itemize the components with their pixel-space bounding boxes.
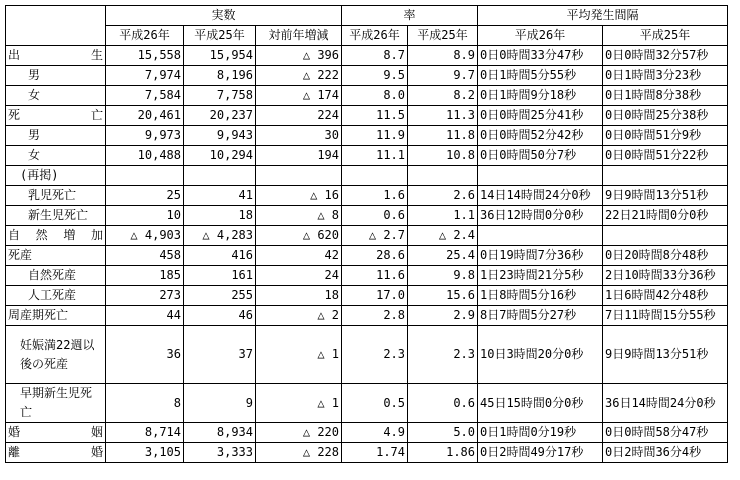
row-label: 周産期死亡 <box>6 306 106 326</box>
table-cell: 9.8 <box>408 266 478 286</box>
table-cell: 36 <box>106 326 184 384</box>
table-row <box>6 106 728 126</box>
table-cell: 41 <box>184 186 256 206</box>
table-cell: 3,105 <box>106 443 184 463</box>
table-cell: 0日0時間52分42秒 <box>478 126 603 146</box>
table-cell <box>408 166 478 186</box>
table-cell: △ 1 <box>256 326 342 384</box>
table-cell <box>342 166 408 186</box>
table-row <box>6 226 728 246</box>
table-cell: 2.3 <box>408 326 478 384</box>
table-cell: △ 16 <box>256 186 342 206</box>
group-header-actual: 実数 <box>106 6 342 26</box>
table-cell: △ 396 <box>256 46 342 66</box>
table-cell: 0日1時間3分23秒 <box>603 66 728 86</box>
table-row <box>6 66 728 86</box>
table-row <box>6 326 728 384</box>
table-cell: 2.6 <box>408 186 478 206</box>
table-row <box>6 46 728 66</box>
table-cell: 9.5 <box>342 66 408 86</box>
table-cell: 46 <box>184 306 256 326</box>
table-cell: 8,714 <box>106 423 184 443</box>
group-header-rate: 率 <box>342 6 478 26</box>
table-cell: △ 2 <box>256 306 342 326</box>
table-row <box>6 423 728 443</box>
table-row <box>6 186 728 206</box>
table-cell: 15,558 <box>106 46 184 66</box>
table-cell: 161 <box>184 266 256 286</box>
table-cell: 0日0時間33分47秒 <box>478 46 603 66</box>
table-cell: 7日11時間15分55秒 <box>603 306 728 326</box>
table-cell: 273 <box>106 286 184 306</box>
table-cell: 8.9 <box>408 46 478 66</box>
table-cell: 9,943 <box>184 126 256 146</box>
table-cell <box>478 166 603 186</box>
table-cell: △ 220 <box>256 423 342 443</box>
table-cell: △ 8 <box>256 206 342 226</box>
table-cell: 0.6 <box>342 206 408 226</box>
table-cell: 7,974 <box>106 66 184 86</box>
table-cell: 18 <box>184 206 256 226</box>
table-cell: 1.6 <box>342 186 408 206</box>
table-cell: 0日0時間25分38秒 <box>603 106 728 126</box>
table-cell: 37 <box>184 326 256 384</box>
row-label: 男 <box>6 66 106 86</box>
table-cell <box>256 166 342 186</box>
table-cell: 2.8 <box>342 306 408 326</box>
table-cell: 9 <box>184 384 256 423</box>
row-label: 女 <box>6 86 106 106</box>
table-cell: 11.3 <box>408 106 478 126</box>
table-cell: 17.0 <box>342 286 408 306</box>
table-cell: △ 1 <box>256 384 342 423</box>
row-label: 死産 <box>6 246 106 266</box>
table-cell: 0日1時間5分55秒 <box>478 66 603 86</box>
table-cell: 0日19時間7分36秒 <box>478 246 603 266</box>
table-cell: △ 620 <box>256 226 342 246</box>
table-cell <box>478 226 603 246</box>
table-cell: 0日2時間49分17秒 <box>478 443 603 463</box>
table-cell: 36日14時間24分0秒 <box>603 384 728 423</box>
table-cell: 185 <box>106 266 184 286</box>
row-label: 新生児死亡 <box>6 206 106 226</box>
col-header: 平成25年 <box>184 26 256 46</box>
table-cell: 11.5 <box>342 106 408 126</box>
table-cell: 2.3 <box>342 326 408 384</box>
table-row <box>6 266 728 286</box>
table-row <box>6 86 728 106</box>
table-cell: 8.0 <box>342 86 408 106</box>
group-header-interval: 平均発生間隔 <box>478 6 728 26</box>
table-cell: 11.1 <box>342 146 408 166</box>
table-cell <box>106 166 184 186</box>
table-cell: 0.5 <box>342 384 408 423</box>
table-cell: 9.7 <box>408 66 478 86</box>
row-label: 乳児死亡 <box>6 186 106 206</box>
table-cell: 224 <box>256 106 342 126</box>
table-cell: 3,333 <box>184 443 256 463</box>
col-header: 対前年増減 <box>256 26 342 46</box>
table-cell: 0日0時間51分22秒 <box>603 146 728 166</box>
table-row <box>6 166 728 186</box>
table-cell: 11.9 <box>342 126 408 146</box>
table-cell: 24 <box>256 266 342 286</box>
table-cell: 10 <box>106 206 184 226</box>
table-cell: △ 222 <box>256 66 342 86</box>
col-header: 平成25年 <box>603 26 728 46</box>
table-cell: 22日21時間0分0秒 <box>603 206 728 226</box>
table-row <box>6 126 728 146</box>
col-header: 平成25年 <box>408 26 478 46</box>
table-cell: 0日1時間9分18秒 <box>478 86 603 106</box>
row-label: 離婚 <box>6 443 106 463</box>
table-cell: 8日7時間5分27秒 <box>478 306 603 326</box>
table-row <box>6 306 728 326</box>
vital-statistics-table-container <box>5 5 728 463</box>
table-cell: 1日23時間21分5秒 <box>478 266 603 286</box>
row-label: 婚姻 <box>6 423 106 443</box>
table-cell: 1.74 <box>342 443 408 463</box>
col-header: 平成26年 <box>106 26 184 46</box>
table-cell: 0日1時間0分19秒 <box>478 423 603 443</box>
table-cell: 9日9時間13分51秒 <box>603 186 728 206</box>
table-cell: 7,758 <box>184 86 256 106</box>
table-cell: 10,294 <box>184 146 256 166</box>
table-cell: 9,973 <box>106 126 184 146</box>
table-cell: 1.86 <box>408 443 478 463</box>
table-cell: 458 <box>106 246 184 266</box>
table-cell: 45日15時間0分0秒 <box>478 384 603 423</box>
table-row <box>6 146 728 166</box>
table-cell: 8 <box>106 384 184 423</box>
row-label: 死 亡 <box>6 106 106 126</box>
row-label: 出 生 <box>6 46 106 66</box>
table-cell: 0日0時間50分7秒 <box>478 146 603 166</box>
table-cell: 8,196 <box>184 66 256 86</box>
table-cell: 2日10時間33分36秒 <box>603 266 728 286</box>
table-cell: 0.6 <box>408 384 478 423</box>
table-cell: 416 <box>184 246 256 266</box>
table-row <box>6 443 728 463</box>
table-cell: 2.9 <box>408 306 478 326</box>
table-cell: 7,584 <box>106 86 184 106</box>
table-cell: 8.7 <box>342 46 408 66</box>
table-cell: △ 4,283 <box>184 226 256 246</box>
table-cell: 11.8 <box>408 126 478 146</box>
table-cell <box>184 166 256 186</box>
table-cell: 8.2 <box>408 86 478 106</box>
table-cell: 10,488 <box>106 146 184 166</box>
row-label: 自然死産 <box>6 266 106 286</box>
table-cell: 30 <box>256 126 342 146</box>
table-row <box>6 384 728 423</box>
table-cell: 15,954 <box>184 46 256 66</box>
row-label: 女 <box>6 146 106 166</box>
table-cell: △ 174 <box>256 86 342 106</box>
table-cell: △ 2.4 <box>408 226 478 246</box>
table-row <box>6 206 728 226</box>
table-cell: △ 4,903 <box>106 226 184 246</box>
row-label: 自然増加 <box>6 226 106 246</box>
col-header: 平成26年 <box>342 26 408 46</box>
table-cell: 0日0時間32分57秒 <box>603 46 728 66</box>
table-cell: △ 2.7 <box>342 226 408 246</box>
row-label: (再掲) <box>6 166 106 186</box>
table-cell: 28.6 <box>342 246 408 266</box>
table-row <box>6 246 728 266</box>
table-cell: 20,461 <box>106 106 184 126</box>
table-cell <box>603 226 728 246</box>
table-cell: 25.4 <box>408 246 478 266</box>
table-cell: 11.6 <box>342 266 408 286</box>
table-cell: 255 <box>184 286 256 306</box>
table-cell: 0日0時間51分9秒 <box>603 126 728 146</box>
table-cell: 18 <box>256 286 342 306</box>
table-cell: 0日0時間25分41秒 <box>478 106 603 126</box>
table-cell: 14日14時間24分0秒 <box>478 186 603 206</box>
row-label: 人工死産 <box>6 286 106 306</box>
table-cell: △ 228 <box>256 443 342 463</box>
table-cell: 1日6時間42分48秒 <box>603 286 728 306</box>
table-cell: 8,934 <box>184 423 256 443</box>
table-cell: 4.9 <box>342 423 408 443</box>
vital-statistics-table <box>5 5 728 463</box>
table-cell: 1日8時間5分16秒 <box>478 286 603 306</box>
table-cell: 0日20時間8分48秒 <box>603 246 728 266</box>
table-cell: 20,237 <box>184 106 256 126</box>
table-cell: 10.8 <box>408 146 478 166</box>
table-cell: 44 <box>106 306 184 326</box>
table-row <box>6 286 728 306</box>
table-cell: 5.0 <box>408 423 478 443</box>
table-cell: 25 <box>106 186 184 206</box>
row-label: 妊娠満22週以後の死産 <box>6 326 106 384</box>
table-cell: 0日1時間8分38秒 <box>603 86 728 106</box>
table-cell: 15.6 <box>408 286 478 306</box>
table-cell: 36日12時間0分0秒 <box>478 206 603 226</box>
row-label: 早期新生児死亡 <box>6 384 106 423</box>
table-cell: 1.1 <box>408 206 478 226</box>
table-cell <box>603 166 728 186</box>
table-cell: 42 <box>256 246 342 266</box>
row-label: 男 <box>6 126 106 146</box>
table-cell: 0日0時間58分47秒 <box>603 423 728 443</box>
table-cell: 194 <box>256 146 342 166</box>
corner-cell <box>6 6 106 46</box>
table-cell: 10日3時間20分0秒 <box>478 326 603 384</box>
table-cell: 9日9時間13分51秒 <box>603 326 728 384</box>
col-header: 平成26年 <box>478 26 603 46</box>
table-cell: 0日2時間36分4秒 <box>603 443 728 463</box>
